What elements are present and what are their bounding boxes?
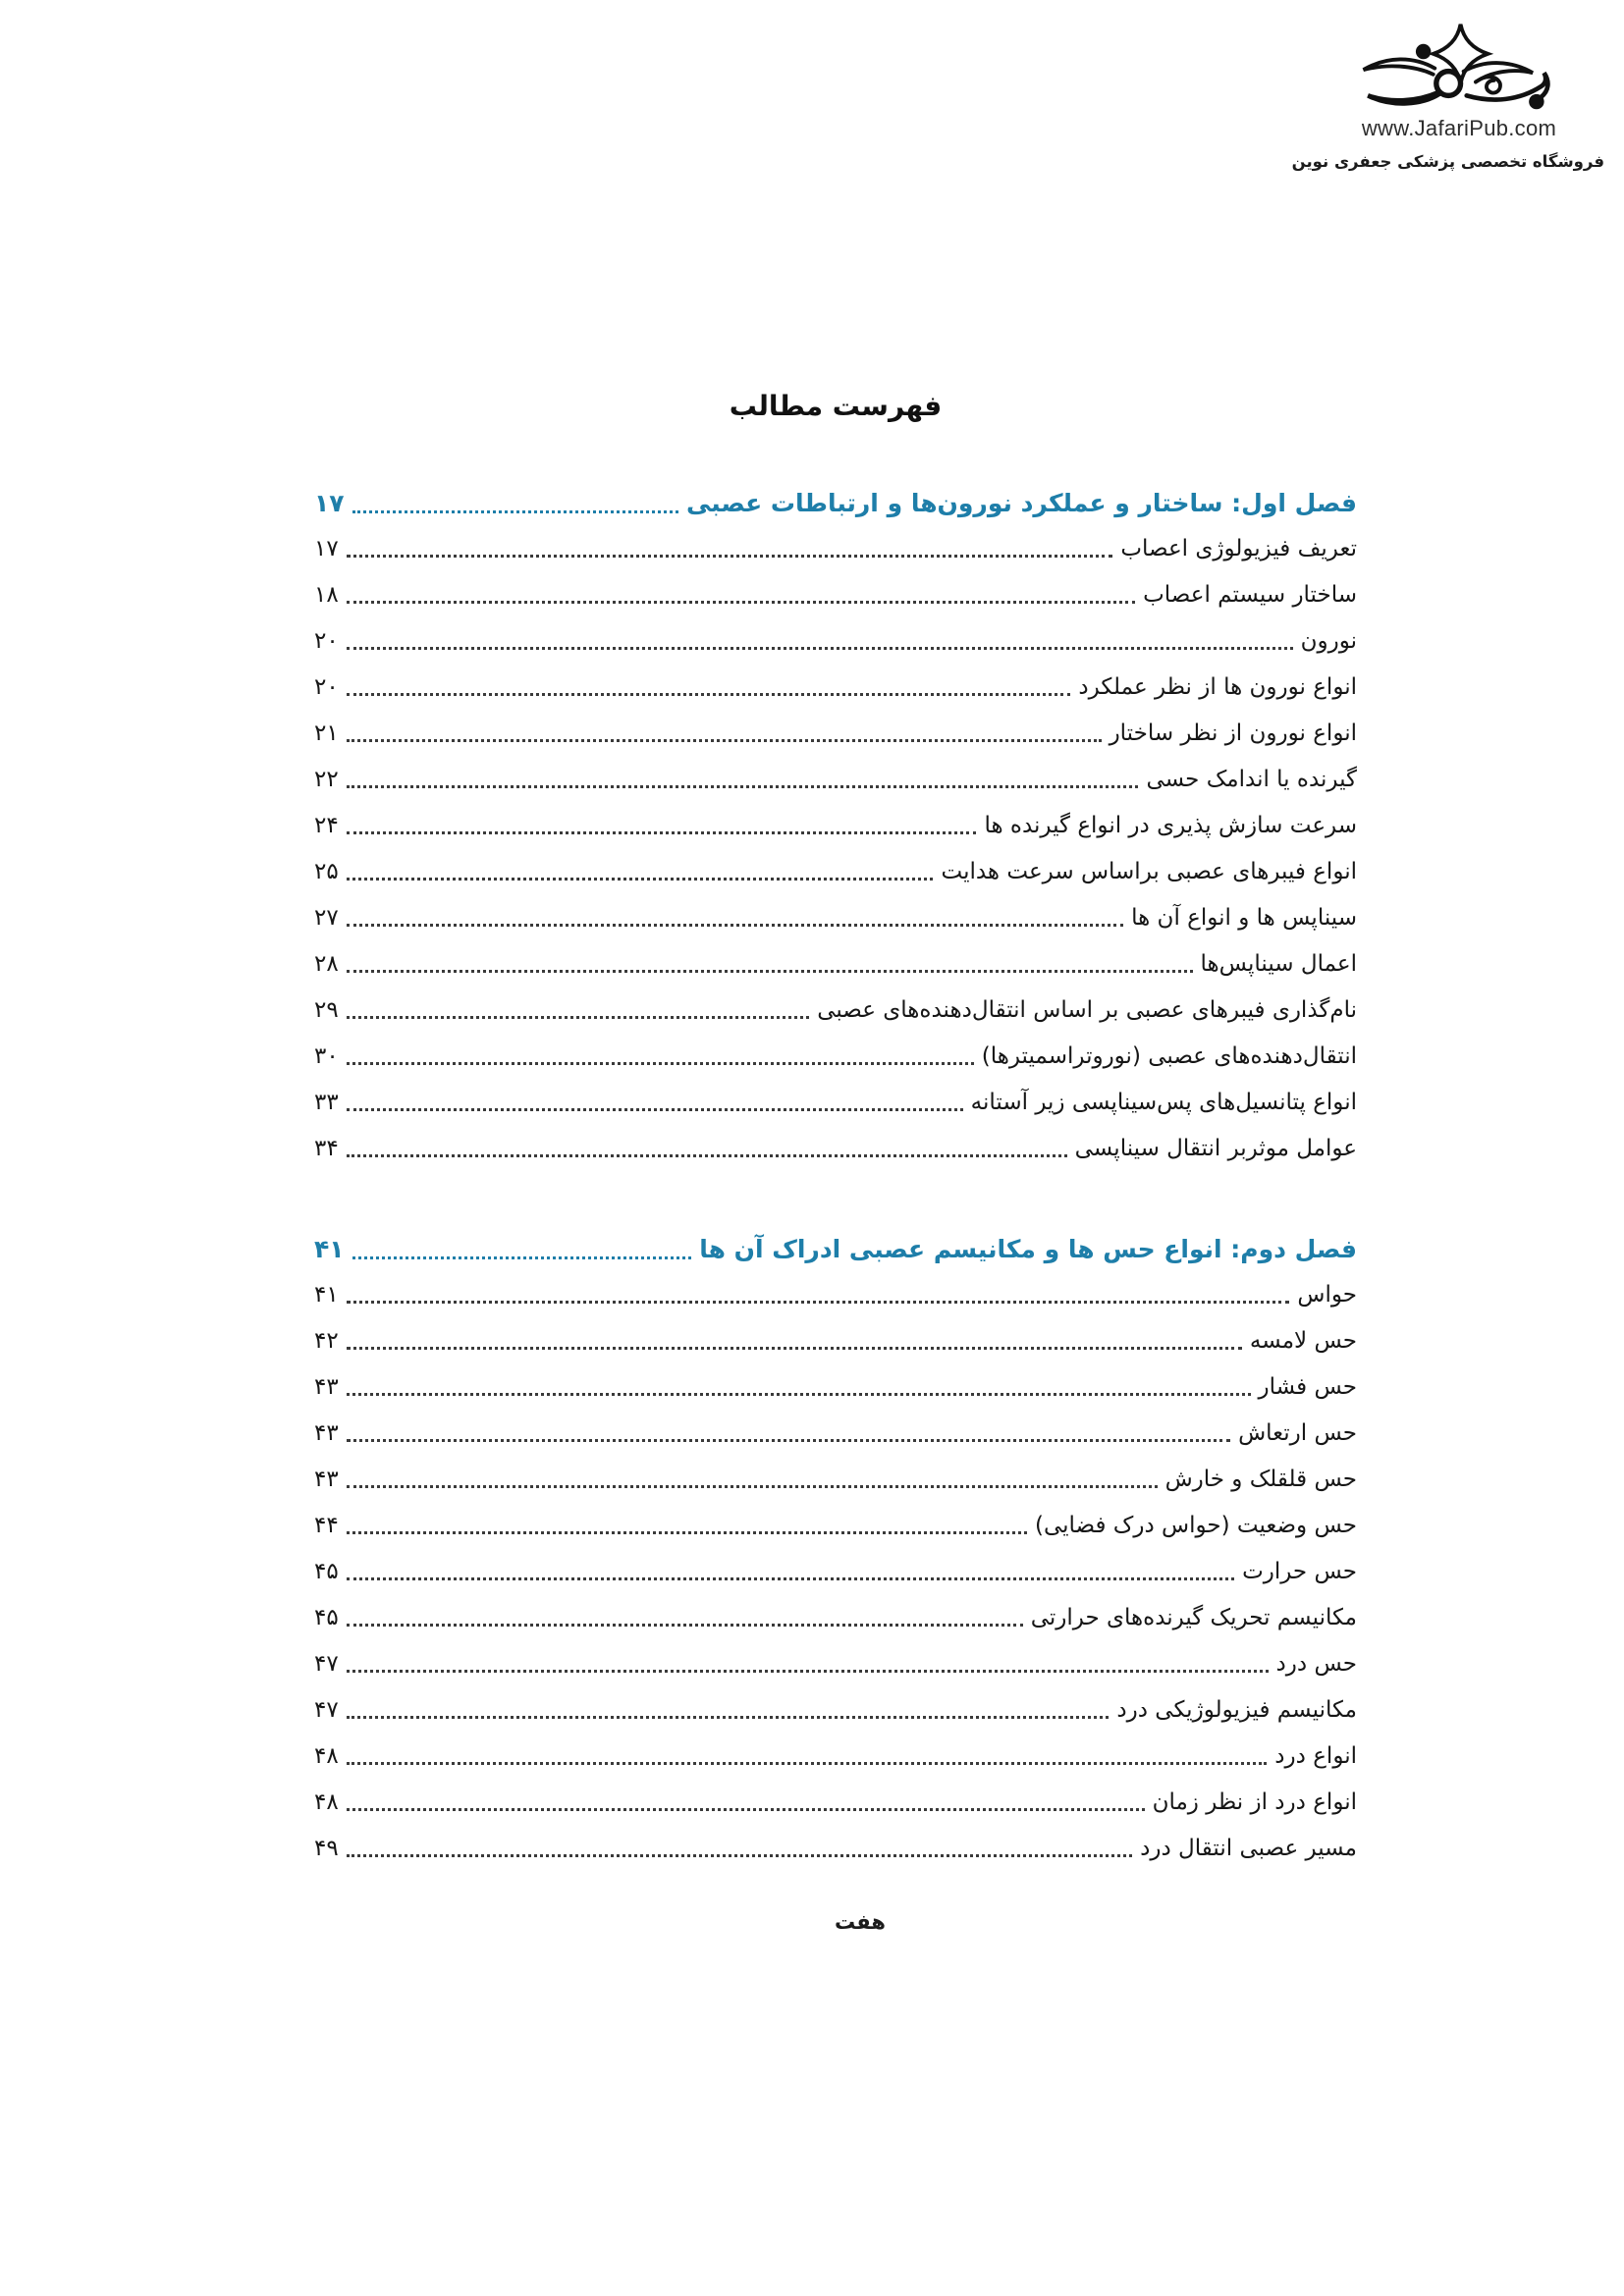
logo-dot-right (1529, 94, 1543, 109)
toc-entry-row (314, 1640, 1357, 1686)
toc-entry-page: ۲۵ (314, 858, 339, 884)
toc-entry-label: نام‌گذاری فیبرهای عصبی بر اساس انتقال‌دهنده‌های عصبی (817, 996, 1357, 1023)
dot-leader (347, 647, 1293, 650)
toc-entry-label: انتقال‌دهنده‌های عصبی (نوروتراسمیترها) (981, 1042, 1357, 1069)
toc-entry-label: ساختار سیستم اعصاب (1143, 581, 1357, 608)
dot-leader (347, 785, 1139, 788)
dot-leader (347, 1762, 1268, 1765)
toc-entry-row (314, 710, 1357, 756)
toc-entry-page: ۱۷ (314, 535, 339, 561)
toc-entry-page: ۲۰ (314, 627, 339, 654)
toc-entry-row (314, 1410, 1357, 1456)
toc-entry-label: عوامل موثربر انتقال سیناپسی (1074, 1135, 1357, 1161)
toc-chapter (314, 1226, 1357, 1871)
toc-entry-page: ۴۵ (314, 1604, 339, 1630)
toc-entry-label: تعریف فیزیولوژی اعصاب (1120, 535, 1357, 561)
toc-entry-row (314, 664, 1357, 710)
toc-entry-row (314, 1502, 1357, 1548)
toc-entry-row (314, 617, 1357, 664)
dot-leader (347, 970, 1193, 973)
toc-entry-row (314, 1271, 1357, 1317)
dot-leader (347, 1301, 1290, 1304)
page-number-label: هفت (835, 1910, 886, 1934)
chapter-heading-page: ۱۷ (314, 488, 345, 517)
table-of-contents (314, 386, 1357, 1871)
chapter-heading-row (314, 1226, 1357, 1271)
toc-entry-row (314, 940, 1357, 987)
toc-title: فهرست مطالب (729, 390, 943, 422)
toc-entry-page: ۳۳ (314, 1089, 339, 1115)
toc-entry-label: انواع نورون از نظر ساختار (1109, 720, 1357, 746)
dot-leader (347, 1531, 1027, 1534)
toc-entry-row (314, 1733, 1357, 1779)
dot-leader (347, 1393, 1251, 1396)
toc-entry-page: ۴۵ (314, 1558, 339, 1584)
dot-leader (347, 1716, 1110, 1719)
toc-entry-label: گیرنده یا اندامک حسی (1146, 766, 1357, 792)
toc-entry-row (314, 1456, 1357, 1502)
toc-entry-label: مسیر عصبی انتقال درد (1140, 1835, 1357, 1861)
toc-entry-page: ۲۹ (314, 996, 339, 1023)
dot-leader (347, 878, 934, 881)
toc-entry-label: انواع پتانسیل‌های پس‌سیناپسی زیر آستانه (970, 1089, 1357, 1115)
toc-entry-row (314, 1825, 1357, 1871)
toc-entry-label: حس حرارت (1242, 1558, 1357, 1584)
toc-entry-page: ۴۸ (314, 1742, 339, 1769)
chapter-heading-row (314, 480, 1357, 525)
toc-entry-label: مکانیسم تحریک گیرنده‌های حرارتی (1030, 1604, 1357, 1630)
toc-entry-label: حس درد (1275, 1650, 1357, 1677)
toc-entry-page: ۴۴ (314, 1512, 339, 1538)
toc-entry-label: حس قلقلک و خارش (1164, 1466, 1357, 1492)
toc-entry-row (314, 848, 1357, 894)
toc-entry-page: ۲۱ (314, 720, 339, 746)
toc-entry-row (314, 756, 1357, 802)
dot-leader (347, 1439, 1230, 1442)
dot-leader (352, 1256, 692, 1259)
toc-entry-label: حس وضعیت (حواس درک فضایی) (1034, 1512, 1357, 1538)
dot-leader (347, 693, 1071, 696)
toc-entry-label: انواع فیبرهای عصبی براساس سرعت هدایت (941, 858, 1357, 884)
publisher-logo-block (1291, 20, 1604, 171)
toc-entry-row (314, 894, 1357, 940)
dot-leader (347, 1108, 963, 1111)
toc-entry-page: ۴۸ (314, 1789, 339, 1815)
dot-leader (347, 1154, 1067, 1157)
toc-entry-row (314, 1125, 1357, 1171)
toc-entry-label: حس فشار (1258, 1373, 1357, 1400)
toc-entry-page: ۳۰ (314, 1042, 339, 1069)
toc-entry-row (314, 987, 1357, 1033)
toc-entry-label: مکانیسم فیزیولوژیکی درد (1116, 1696, 1357, 1723)
dot-leader (347, 1624, 1023, 1627)
toc-entry-page: ۲۸ (314, 950, 339, 977)
toc-entry-row (314, 1363, 1357, 1410)
toc-entry-page: ۱۸ (314, 581, 339, 608)
publisher-tagline: فروشگاه تخصصی پزشکی جعفری نوین (1291, 152, 1604, 171)
toc-entry-label: حس لامسه (1249, 1327, 1357, 1354)
toc-entry-page: ۲۲ (314, 766, 339, 792)
toc-entry-page: ۲۰ (314, 673, 339, 700)
toc-entry-page: ۴۹ (314, 1835, 339, 1861)
toc-entry-label: اعمال سیناپس‌ها (1200, 950, 1357, 977)
toc-entry-page: ۴۳ (314, 1419, 339, 1446)
toc-entry-row (314, 1548, 1357, 1594)
dot-leader (347, 1347, 1242, 1350)
toc-entry-page: ۴۳ (314, 1373, 339, 1400)
toc-entry-row (314, 1033, 1357, 1079)
toc-entry-label: حس ارتعاش (1238, 1419, 1357, 1446)
dot-leader (352, 510, 678, 513)
toc-entry-row (314, 1594, 1357, 1640)
chapter-heading-label: فصل اول: ساختار و عملکرد نورون‌ها و ارتباطات عصبی (685, 488, 1357, 517)
toc-entry-page: ۴۳ (314, 1466, 339, 1492)
chapter-heading-label: فصل دوم: انواع حس ها و مکانیسم عصبی ادراک آن ها (699, 1234, 1357, 1263)
dot-leader (347, 1485, 1158, 1488)
toc-entry-page: ۴۲ (314, 1327, 339, 1354)
dot-leader (347, 1577, 1234, 1580)
dot-leader (347, 924, 1123, 927)
toc-entry-page: ۳۴ (314, 1135, 339, 1161)
toc-entry-page: ۴۱ (314, 1281, 339, 1308)
toc-entry-row (314, 1779, 1357, 1825)
dot-leader (347, 1854, 1132, 1857)
toc-entry-page: ۴۷ (314, 1696, 339, 1723)
toc-entry-page: ۲۷ (314, 904, 339, 931)
toc-entry-row (314, 1079, 1357, 1125)
toc-entry-label: انواع درد (1274, 1742, 1357, 1769)
dot-leader (347, 831, 977, 834)
dot-leader (347, 1062, 974, 1065)
dot-leader (347, 601, 1135, 604)
chapter-heading-page: ۴۱ (314, 1234, 345, 1263)
toc-entry-label: سرعت سازش پذیری در انواع گیرنده ها (984, 812, 1357, 838)
logo-dot-left (1416, 44, 1431, 59)
toc-chapter (314, 480, 1357, 1171)
toc-entry-label: سیناپس ها و انواع آن ها (1131, 904, 1357, 931)
toc-entry-page: ۴۷ (314, 1650, 339, 1677)
publisher-url: www.JafariPub.com (1361, 116, 1557, 140)
dot-leader (347, 1016, 809, 1019)
dot-leader (347, 1670, 1269, 1673)
toc-entry-page: ۲۴ (314, 812, 339, 838)
toc-chapters (314, 480, 1357, 1871)
toc-entry-row (314, 1317, 1357, 1363)
toc-entry-row (314, 1686, 1357, 1733)
dot-leader (347, 739, 1102, 742)
jafaripub-logo-icon (1345, 20, 1573, 114)
toc-entry-label: انواع درد از نظر زمان (1152, 1789, 1357, 1815)
toc-entry-label: حواس (1297, 1281, 1357, 1308)
toc-entry-row (314, 571, 1357, 617)
dot-leader (347, 555, 1113, 558)
dot-leader (347, 1808, 1145, 1811)
toc-entry-row (314, 802, 1357, 848)
toc-entry-label: نورون (1300, 627, 1357, 654)
toc-entry-label: انواع نورون ها از نظر عملکرد (1078, 673, 1357, 700)
toc-entry-row (314, 525, 1357, 571)
